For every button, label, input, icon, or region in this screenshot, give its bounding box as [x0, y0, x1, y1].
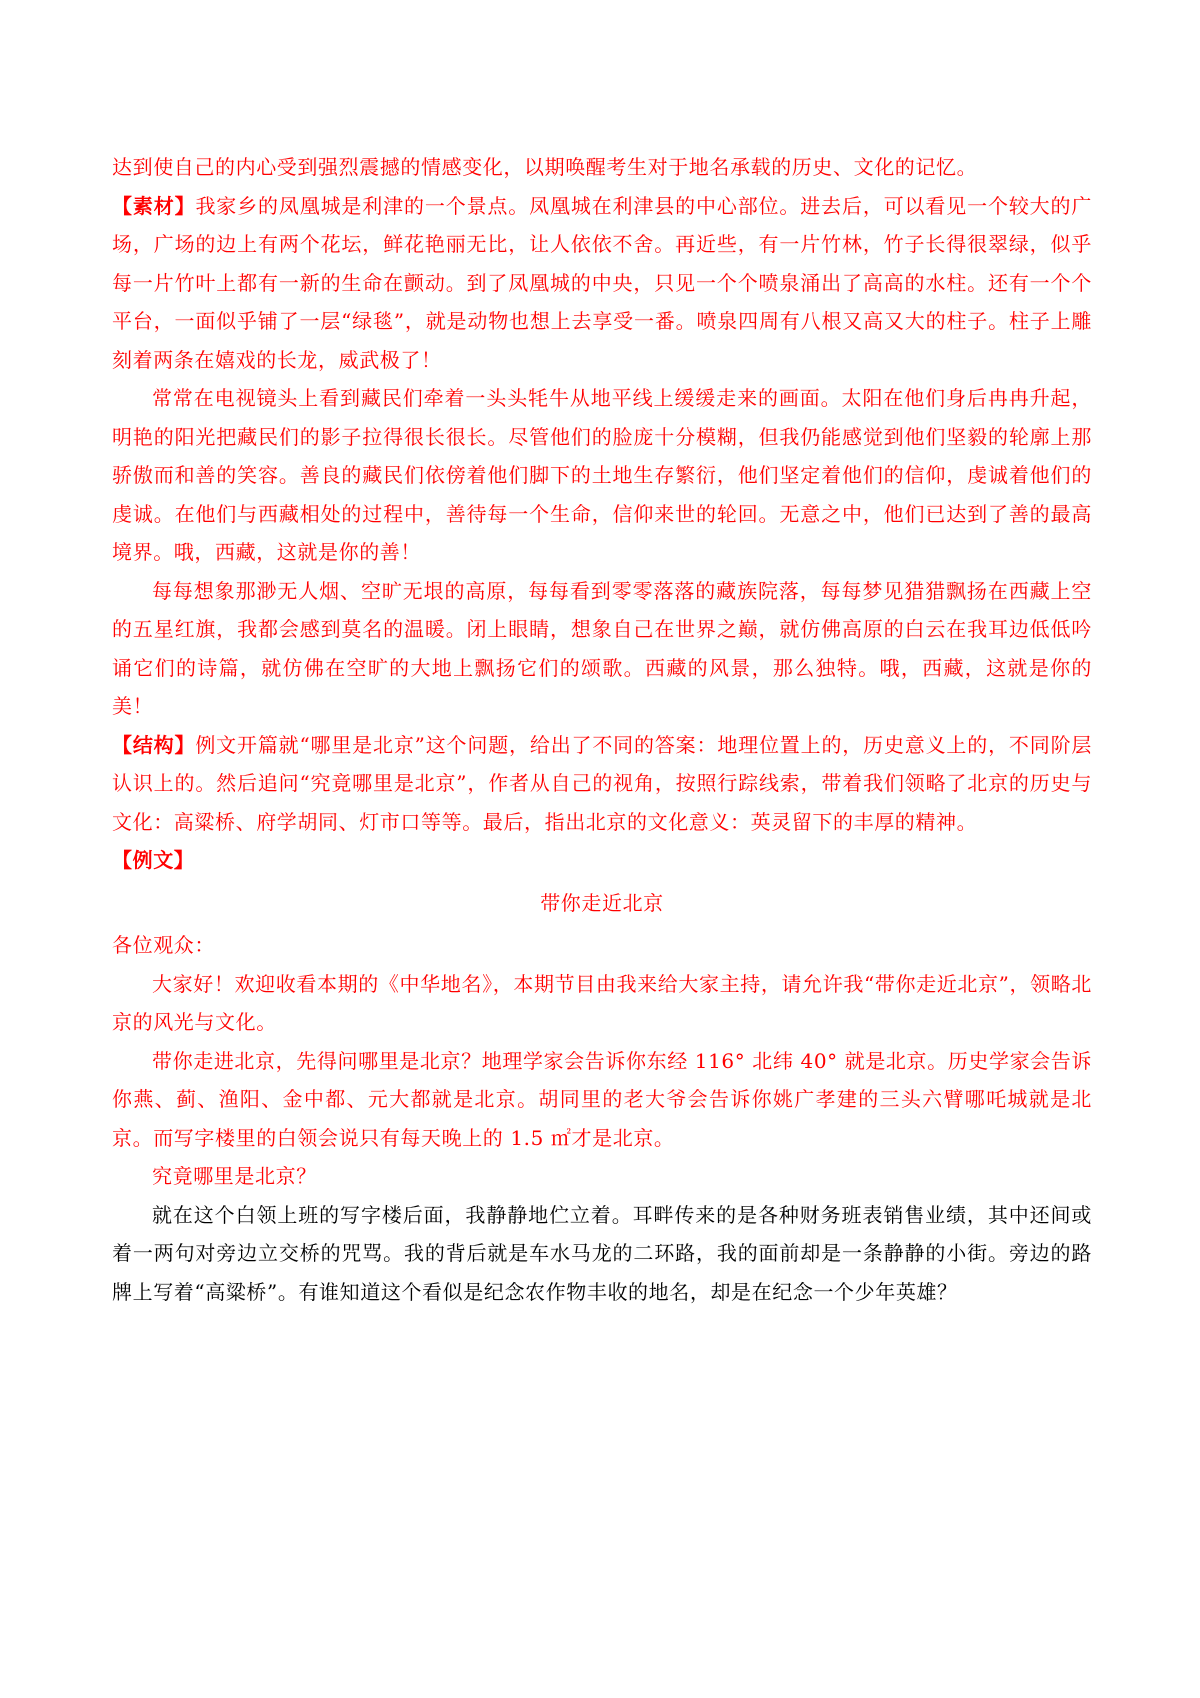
essay-paragraph-1: 大家好！欢迎收看本期的《中华地名》，本期节目由我来给大家主持，请允许我“带你走近北京”，领略北京的风光与文化。	[112, 971, 1092, 1034]
structure-paragraph	[112, 726, 1092, 842]
structure-text: 例文开篇就“哪里是北京”这个问题，给出了不同的答案：地理位置上的，历史意义上的，不同阶层认识上的。然后追问“究竟哪里是北京”，作者从自己的视角，按照行踪线索，带着我们领略了北京的历史与文化：高粱桥、府学胡同、灯市口等等。最后，指出北京的文化意义：英灵留下的丰厚的精神。	[112, 732, 1092, 834]
material-tag: 【素材】	[112, 193, 196, 218]
essay-paragraph-2: 带你走进北京，先得问哪里是北京？地理学家会告诉你东经 116° 北纬 40° 就是北京。历史学家会告诉你燕、蓟、渔阳、金中都、元大都就是北京。胡同里的老大爷会告诉你姚广孝建的三头六臂哪吒城就是北京。而写字楼里的白领会说只有每天晚上的 1.5 ㎡才是北京。	[112, 1048, 1092, 1150]
essay-paragraph-3: 究竟哪里是北京？	[152, 1164, 317, 1188]
essay-paragraph-4: 就在这个白领上班的写字楼后面，我静静地伫立着。耳畔传来的是各种财务班表销售业绩，其中还间或着一两句对旁边立交桥的咒骂。我的背后就是车水马龙的二环路，我的面前却是一条静静的小街。旁边的路牌上写着“高粱桥”。有谁知道这个看似是纪念农作物丰收的地名，却是在纪念一个少年英雄？	[112, 1202, 1092, 1304]
material-paragraph	[112, 187, 1092, 380]
intro-paragraph-continuation: 达到使自己的内心受到强烈震撼的情感变化，以期唤醒考生对于地名承载的历史、文化的记忆。	[112, 155, 978, 179]
tibet-paragraph-beauty: 每每想象那渺无人烟、空旷无垠的高原，每每看到零零落落的藏族院落，每每梦见猎猎飘扬在西藏上空的五星红旗，我都会感到莫名的温暖。闭上眼睛，想象自己在世界之巅，就仿佛高原的白云在我耳边低低吟诵它们的诗篇，就仿佛在空旷的大地上飘扬它们的颂歌。西藏的风景，那么独特。哦，西藏，这就是你的美！	[112, 578, 1092, 718]
essay-title: 带你走近北京	[540, 890, 664, 915]
essay-greeting: 各位观众：	[112, 933, 215, 957]
material-text: 我家乡的凤凰城是利津的一个景点。凤凰城在利津县的中心部位。进去后，可以看见一个较大的广场，广场的边上有两个花坛，鲜花艳丽无比，让人依依不舍。再近些，有一片竹林，竹子长得很翠绿，似乎每一片竹叶上都有一新的生命在颤动。到了凤凰城的中央，只见一个个喷泉涌出了高高的水柱。还有一个个平台，一面似乎铺了一层“绿毯”，就是动物也想上去享受一番。喷泉四周有八根又高又大的柱子。柱子上雕刻着两条在嬉戏的长龙，威武极了！	[112, 193, 1092, 372]
document-body	[112, 148, 1092, 1311]
tibet-paragraph-goodness: 常常在电视镜头上看到藏民们牵着一头头牦牛从地平线上缓缓走来的画面。太阳在他们身后冉冉升起，明艳的阳光把藏民们的影子拉得很长很长。尽管他们的脸庞十分模糊，但我仍能感觉到他们坚毅的轮廓上那骄傲而和善的笑容。善良的藏民们依傍着他们脚下的土地生存繁衍，他们坚定着他们的信仰，虔诚着他们的虔诚。在他们与西藏相处的过程中，善待每一个生命，信仰来世的轮回。无意之中，他们已达到了善的最高境界。哦，西藏，这就是你的善！	[112, 386, 1092, 564]
structure-tag: 【结构】	[112, 732, 196, 757]
example-tag: 【例文】	[112, 848, 195, 872]
